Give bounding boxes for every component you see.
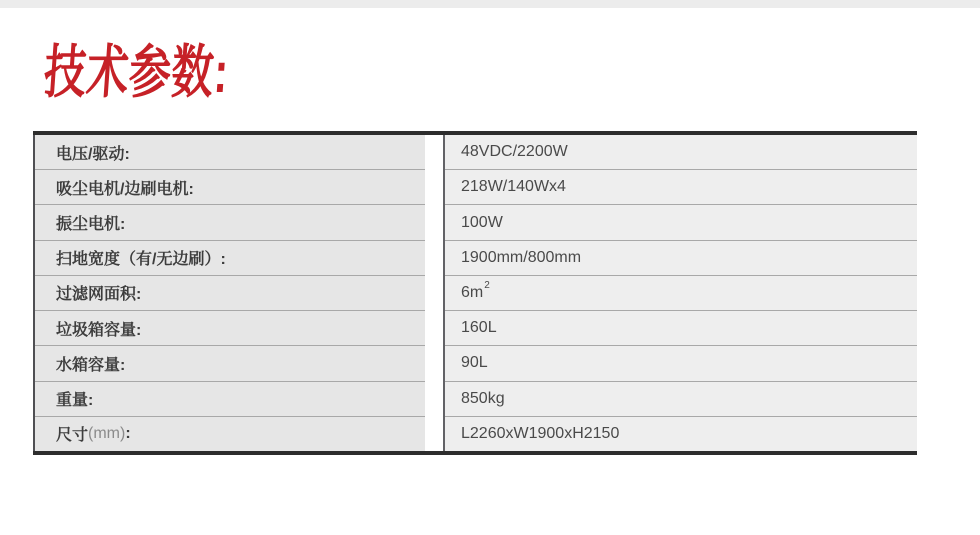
spec-row-value bbox=[445, 276, 917, 311]
spec-value-text: 48VDC/2200W bbox=[461, 143, 568, 161]
spec-value-text: 90L bbox=[461, 354, 488, 372]
spec-label-text: 过滤网面积: bbox=[56, 286, 142, 304]
spec-row-value bbox=[445, 417, 917, 451]
spec-label-colon: : bbox=[125, 424, 131, 442]
spec-row-value bbox=[445, 241, 917, 276]
spec-row-label bbox=[35, 135, 425, 170]
spec-row-label bbox=[35, 417, 425, 451]
spec-row-label bbox=[35, 276, 425, 311]
spec-label-text: 尺寸 bbox=[56, 427, 89, 445]
spec-label-text: 扫地宽度（有/无边刷）: bbox=[56, 251, 226, 269]
spec-row-value bbox=[445, 170, 917, 205]
spec-row-value bbox=[445, 205, 917, 240]
spec-value-text: L2260xW1900xH2150 bbox=[461, 424, 620, 442]
spec-row-label bbox=[35, 382, 425, 417]
spec-value-text: 160L bbox=[461, 319, 497, 337]
spec-label-column bbox=[33, 135, 425, 451]
spec-row-value bbox=[445, 135, 917, 170]
spec-row-value bbox=[445, 382, 917, 417]
spec-label-text: 垃圾箱容量: bbox=[56, 321, 142, 339]
spec-value-text: 100W bbox=[461, 213, 503, 231]
spec-row-label bbox=[35, 241, 425, 276]
spec-value-column bbox=[443, 135, 917, 451]
spec-row-value bbox=[445, 311, 917, 346]
spec-row-label bbox=[35, 170, 425, 205]
spec-value-text: 218W/140Wx4 bbox=[461, 178, 566, 196]
spec-table bbox=[33, 131, 917, 455]
spec-row-label bbox=[35, 205, 425, 240]
column-gutter bbox=[425, 135, 443, 451]
spec-label-text: 重量: bbox=[56, 392, 94, 410]
spec-row-label bbox=[35, 346, 425, 381]
section-title: 技术参数: bbox=[41, 40, 232, 105]
spec-label-text: 水箱容量: bbox=[56, 356, 126, 374]
spec-row-value bbox=[445, 346, 917, 381]
spec-label-text: 电压/驱动: bbox=[56, 145, 130, 163]
spec-value-superscript: 2 bbox=[484, 279, 490, 291]
spec-row-label bbox=[35, 311, 425, 346]
spec-label-note: (mm) bbox=[88, 424, 126, 442]
spec-label-text: 吸尘电机/边刷电机: bbox=[56, 180, 194, 198]
spec-value-text: 6m bbox=[461, 283, 484, 301]
top-divider-strip bbox=[0, 0, 980, 8]
spec-value-text: 1900mm/800mm bbox=[461, 248, 582, 266]
spec-label-text: 振尘电机: bbox=[56, 216, 126, 234]
spec-value-text: 850kg bbox=[461, 389, 505, 407]
